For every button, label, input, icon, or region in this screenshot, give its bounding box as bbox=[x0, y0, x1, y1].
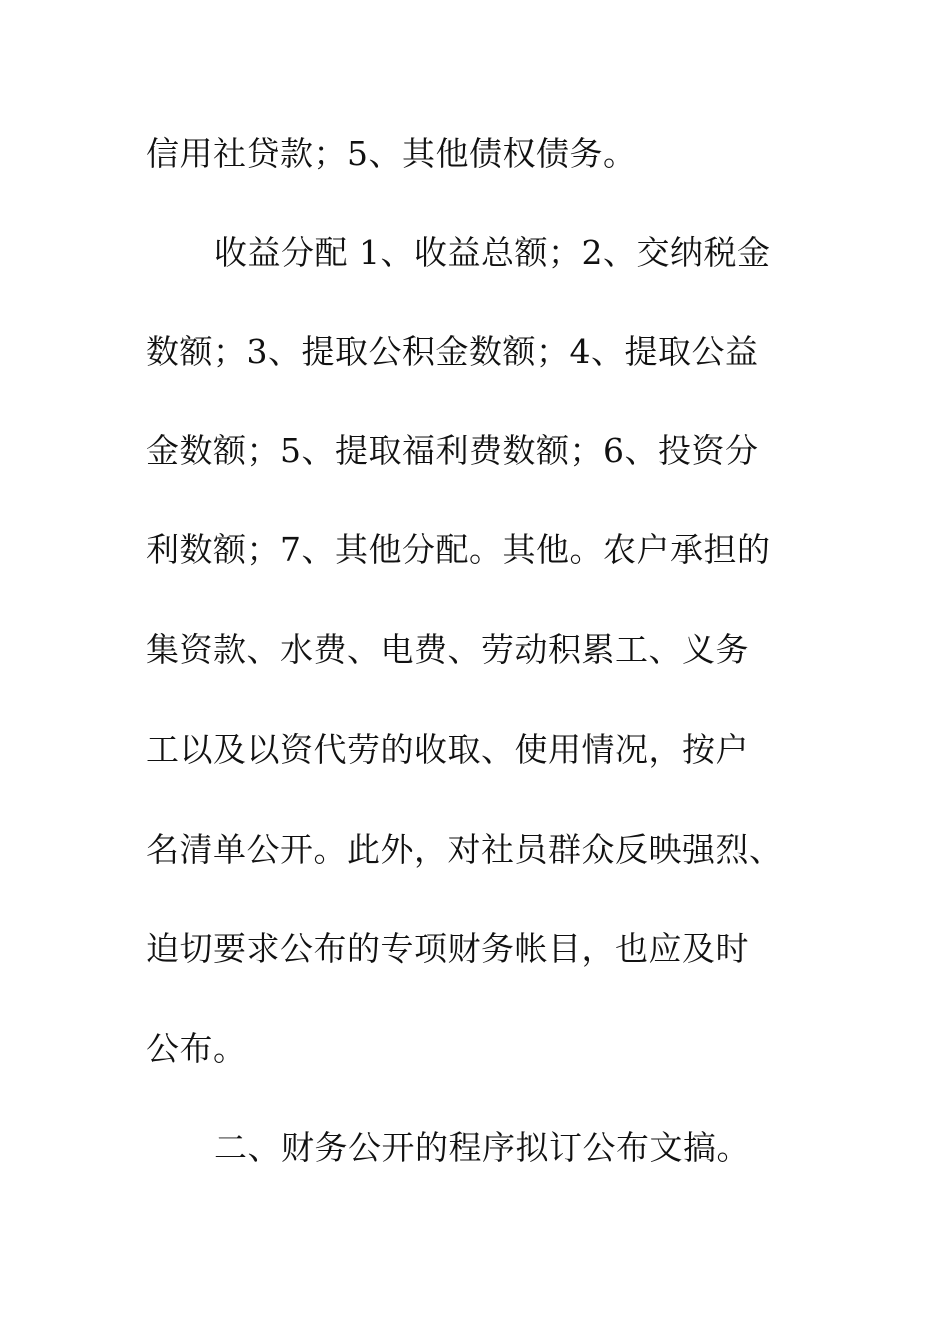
paragraph-start-line: 收益分配 1、收益总额；2、交纳税金 bbox=[214, 233, 771, 272]
text-line: 工以及以资代劳的收取、使用情况，按户 bbox=[146, 730, 749, 769]
text-line: 公布。 bbox=[146, 1029, 247, 1068]
text-line: 迫切要求公布的专项财务帐目，也应及时 bbox=[146, 929, 749, 968]
text-line: 金数额；5、提取福利费数额；6、投资分 bbox=[146, 431, 759, 470]
text-line: 信用社贷款；5、其他债权债务。 bbox=[146, 134, 637, 173]
text-line: 数额；3、提取公积金数额；4、提取公益 bbox=[146, 332, 759, 371]
text-line: 集资款、水费、电费、劳动积累工、义务 bbox=[146, 630, 749, 669]
text-line: 利数额；7、其他分配。其他。农户承担的 bbox=[146, 530, 771, 569]
section-heading-line: 二、财务公开的程序拟订公布文搞。 bbox=[214, 1128, 750, 1167]
text-line: 名清单公开。此外，对社员群众反映强烈、 bbox=[146, 830, 783, 869]
